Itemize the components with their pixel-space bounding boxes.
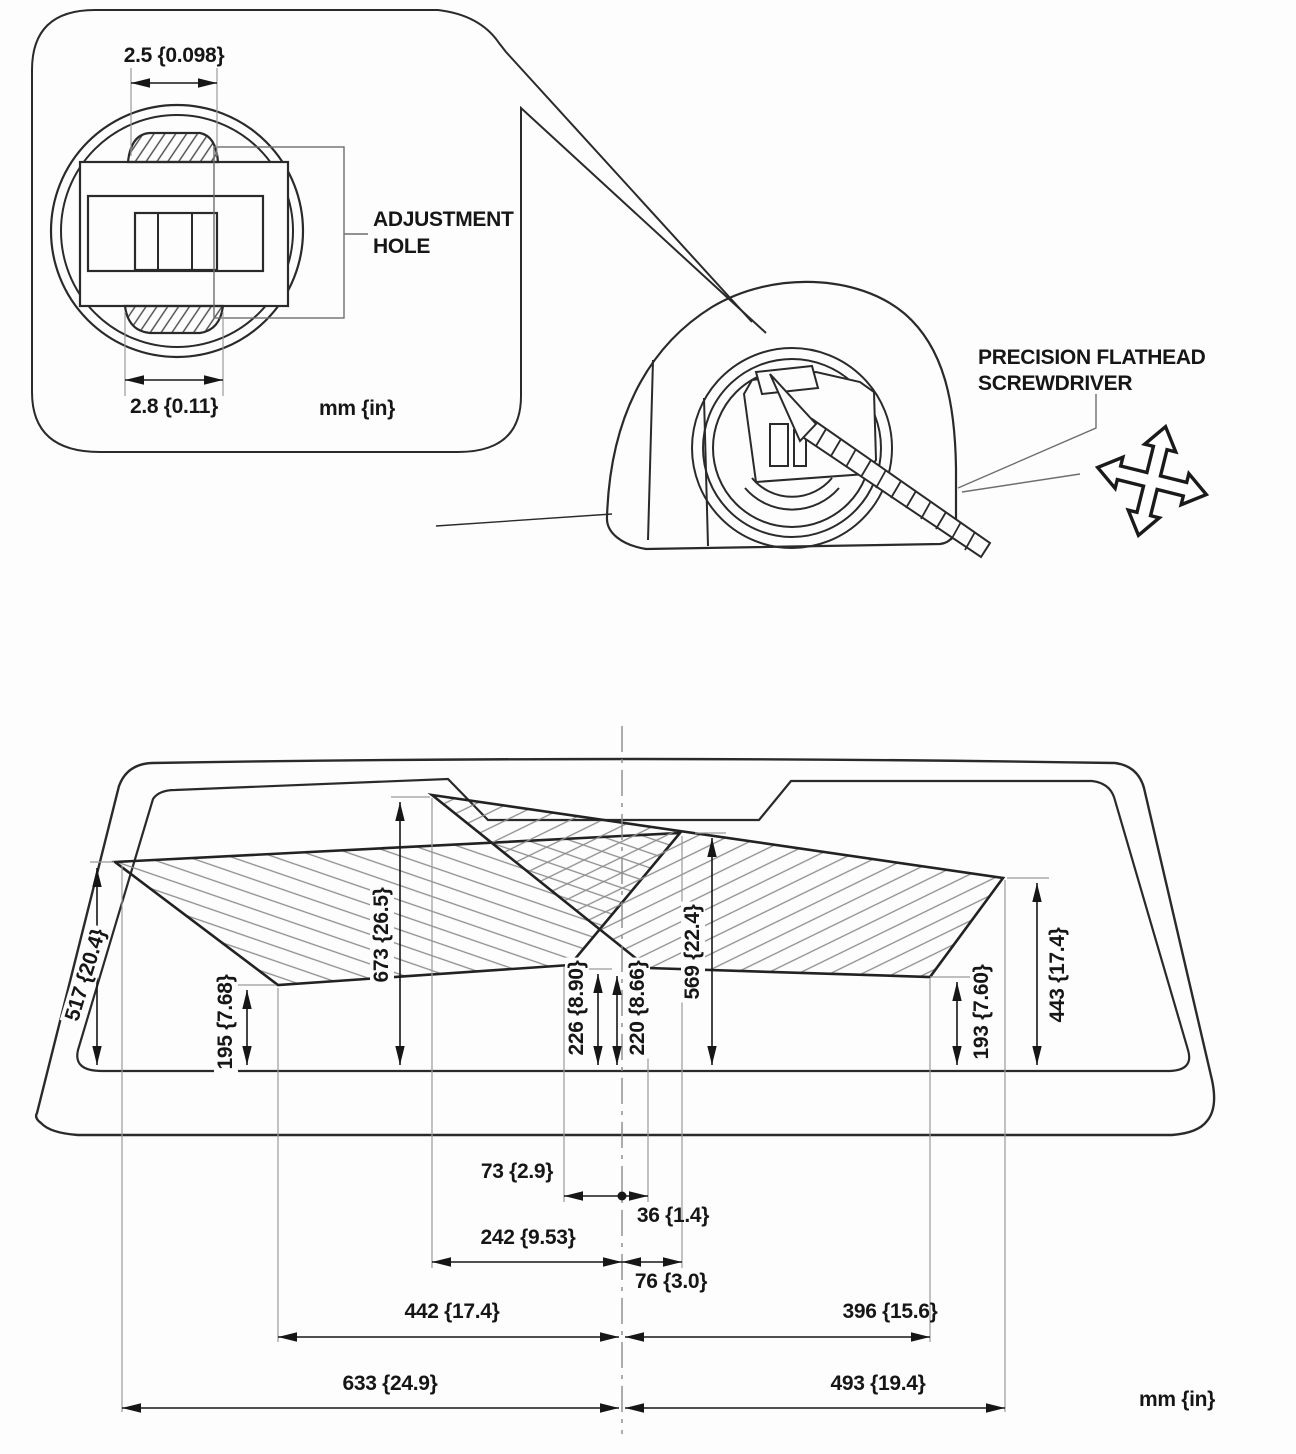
hatched-contact-top (128, 133, 218, 162)
tool-callout-leaders (958, 394, 1096, 492)
move-arrow-icon (1084, 413, 1220, 549)
dim-73-label: 73 {2.9} (480, 1160, 554, 1183)
window-units-label: mm {in} (1138, 1388, 1216, 1411)
dim-493-label: 493 {19.4} (830, 1372, 926, 1395)
dim-517-label: 517 {20.4} (60, 923, 113, 1027)
dim-443-label: 443 {17.4} (1046, 924, 1070, 1025)
dim-226-label: 226 {8.90} (565, 957, 589, 1058)
dim-242-label: 242 {9.53} (480, 1226, 576, 1249)
tool-label-line2: SCREWDRIVER (978, 372, 1133, 395)
dim-220-label: 220 {8.66} (626, 957, 650, 1058)
dim-569-label: 569 {22.4} (681, 901, 705, 1002)
adjustment-hole-label-line2: HOLE (373, 235, 431, 258)
dim-193-label: 193 {7.60} (970, 961, 994, 1062)
dim-195-label: 195 {7.68} (214, 971, 238, 1072)
dim-36-label: 36 {1.4} (636, 1204, 710, 1227)
dim-hole-width-label: 2.5 {0.098} (123, 44, 225, 67)
dim-633-label: 633 {24.9} (342, 1372, 438, 1395)
dim-hole-width2-label: 2.8 {0.11} (129, 395, 219, 418)
camera-unit (436, 282, 956, 549)
dim-396-label: 396 {15.6} (842, 1300, 938, 1323)
detail-units-label: mm {in} (318, 397, 396, 420)
hatched-contact-bottom (125, 306, 223, 333)
center-reference-dot (618, 1192, 627, 1201)
camera-view-zones (115, 795, 1003, 985)
adjustment-hole-label-line1: ADJUSTMENT (373, 208, 514, 231)
dim-673-label: 673 {26.5} (370, 884, 394, 985)
dim-442-label: 442 {17.4} (404, 1300, 500, 1323)
tool-label-line1: PRECISION FLATHEAD (978, 346, 1206, 369)
dim-76-label: 76 {3.0} (634, 1270, 708, 1293)
